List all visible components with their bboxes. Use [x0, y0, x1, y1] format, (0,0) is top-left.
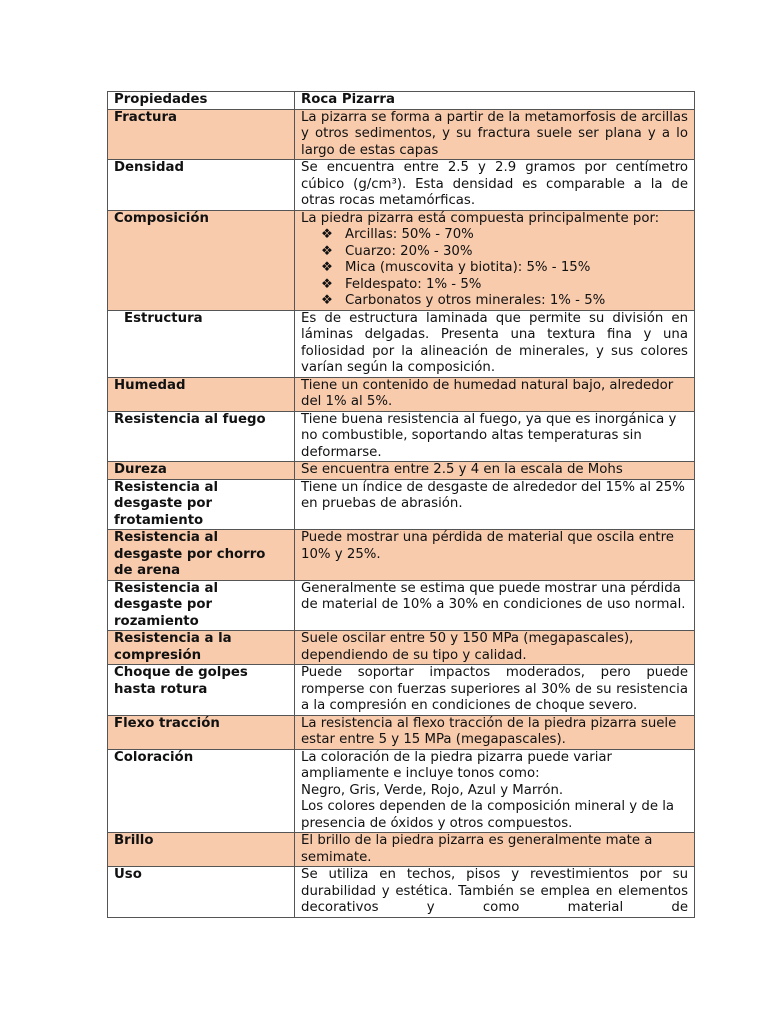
- row-uso: [108, 867, 695, 918]
- composition-list: [301, 227, 688, 310]
- property-value: Puede soportar impactos moderados, pero puede romperse con fuerzas superiores al 30% de su resistencia a la compresión en condiciones de choque severo.: [295, 665, 695, 716]
- row-fractura: [108, 109, 695, 160]
- property-label: Flexo tracción: [108, 715, 295, 749]
- diamond-bullet-icon: ❖: [321, 260, 333, 275]
- row-desgaste-frotamiento: [108, 479, 695, 530]
- property-value: [295, 210, 695, 310]
- row-desgaste-rozamiento: [108, 580, 695, 631]
- property-label: Estructura: [108, 310, 295, 377]
- composition-intro: La piedra pizarra está compuesta principalmente por:: [301, 210, 660, 226]
- diamond-bullet-icon: ❖: [321, 227, 333, 242]
- property-value: Puede mostrar una pérdida de material que oscila entre 10% y 25%.: [295, 530, 695, 581]
- list-item: [321, 260, 688, 277]
- property-label: Choque de golpes hasta rotura: [108, 665, 295, 716]
- list-item: [321, 293, 688, 310]
- property-value: Tiene buena resistencia al fuego, ya que es inorgánica y no combustible, soportando altas temperaturas sin deformarse.: [295, 411, 695, 462]
- row-densidad: [108, 160, 695, 211]
- property-label: Resistencia al fuego: [108, 411, 295, 462]
- property-value: Se encuentra entre 2.5 y 2.9 gramos por centímetro cúbico (g/cm³). Esta densidad es comparable a la de otras rocas metamórficas.: [295, 160, 695, 211]
- diamond-bullet-icon: ❖: [321, 293, 333, 308]
- coloracion-line: Negro, Gris, Verde, Rojo, Azul y Marrón.: [301, 782, 564, 798]
- list-item-text: Carbonatos y otros minerales: 1% - 5%: [345, 293, 606, 308]
- property-label: Uso: [108, 867, 295, 918]
- row-estructura: [108, 310, 695, 377]
- row-composicion: [108, 210, 695, 310]
- row-coloracion: [108, 749, 695, 833]
- property-label: Resistencia a la compresión: [108, 631, 295, 665]
- property-value: Suele oscilar entre 50 y 150 MPa (megapascales), dependiendo de su tipo y calidad.: [295, 631, 695, 665]
- property-label: Coloración: [108, 749, 295, 833]
- row-resistencia-fuego: [108, 411, 695, 462]
- list-item-text: Feldespato: 1% - 5%: [345, 276, 482, 292]
- properties-table: [107, 91, 695, 918]
- property-value: La pizarra se forma a partir de la metamorfosis de arcillas y otros sedimentos, y su fractura suele ser plana y a lo largo de estas capas: [295, 109, 695, 160]
- property-label: Resistencia al desgaste por rozamiento: [108, 580, 295, 631]
- list-item-text: Cuarzo: 20% - 30%: [345, 243, 473, 259]
- diamond-bullet-icon: ❖: [321, 276, 333, 292]
- list-item: [321, 244, 688, 261]
- coloracion-line: Los colores dependen de la composición mineral y de la presencia de óxidos y otros compuestos.: [301, 799, 675, 831]
- property-value: Generalmente se estima que puede mostrar una pérdida de material de 10% a 30% en condiciones de uso normal.: [295, 580, 695, 631]
- row-dureza: [108, 462, 695, 480]
- property-label: Composición: [108, 210, 295, 310]
- row-choque-golpes: [108, 665, 695, 716]
- property-value: Se encuentra entre 2.5 y 4 en la escala de Mohs: [295, 462, 695, 480]
- diamond-bullet-icon: ❖: [321, 243, 333, 259]
- row-humedad: [108, 377, 695, 411]
- property-label: Dureza: [108, 462, 295, 480]
- property-label: Fractura: [108, 109, 295, 160]
- table-header-row: [108, 92, 695, 110]
- row-resistencia-compresion: [108, 631, 695, 665]
- property-value: Se utiliza en techos, pisos y revestimientos por su durabilidad y estética. También se emplea en elementos decorativos y como material de: [295, 867, 695, 918]
- property-value: [295, 749, 695, 833]
- row-desgaste-chorro-arena: [108, 530, 695, 581]
- property-value: El brillo de la piedra pizarra es generalmente mate a semimate.: [295, 833, 695, 867]
- coloracion-line: La coloración de la piedra pizarra puede variar ampliamente e incluye tonos como:: [301, 749, 613, 781]
- list-item-text: Mica (muscovita y biotita): 5% - 15%: [345, 260, 591, 275]
- header-roca-pizarra: Roca Pizarra: [295, 92, 695, 110]
- property-value: Es de estructura laminada que permite su división en láminas delgadas. Presenta una textura fina y una foliosidad por la alineación de minerales, y sus colores varían según la composición.: [295, 310, 695, 377]
- property-label: Brillo: [108, 833, 295, 867]
- row-flexo-traccion: [108, 715, 695, 749]
- property-label: Resistencia al desgaste por frotamiento: [108, 479, 295, 530]
- property-label: Resistencia al desgaste por chorro de arena: [108, 530, 295, 581]
- row-brillo: [108, 833, 695, 867]
- list-item: [321, 277, 688, 294]
- header-propiedades: Propiedades: [108, 92, 295, 110]
- list-item-text: Arcillas: 50% - 70%: [345, 227, 474, 242]
- property-label: Humedad: [108, 377, 295, 411]
- property-label: Densidad: [108, 160, 295, 211]
- property-value: Tiene un índice de desgaste de alrededor del 15% al 25% en pruebas de abrasión.: [295, 479, 695, 530]
- property-value: Tiene un contenido de humedad natural bajo, alrededor del 1% al 5%.: [295, 377, 695, 411]
- list-item: [321, 227, 688, 244]
- property-value: La resistencia al flexo tracción de la piedra pizarra suele estar entre 5 y 15 MPa (megapascales).: [295, 715, 695, 749]
